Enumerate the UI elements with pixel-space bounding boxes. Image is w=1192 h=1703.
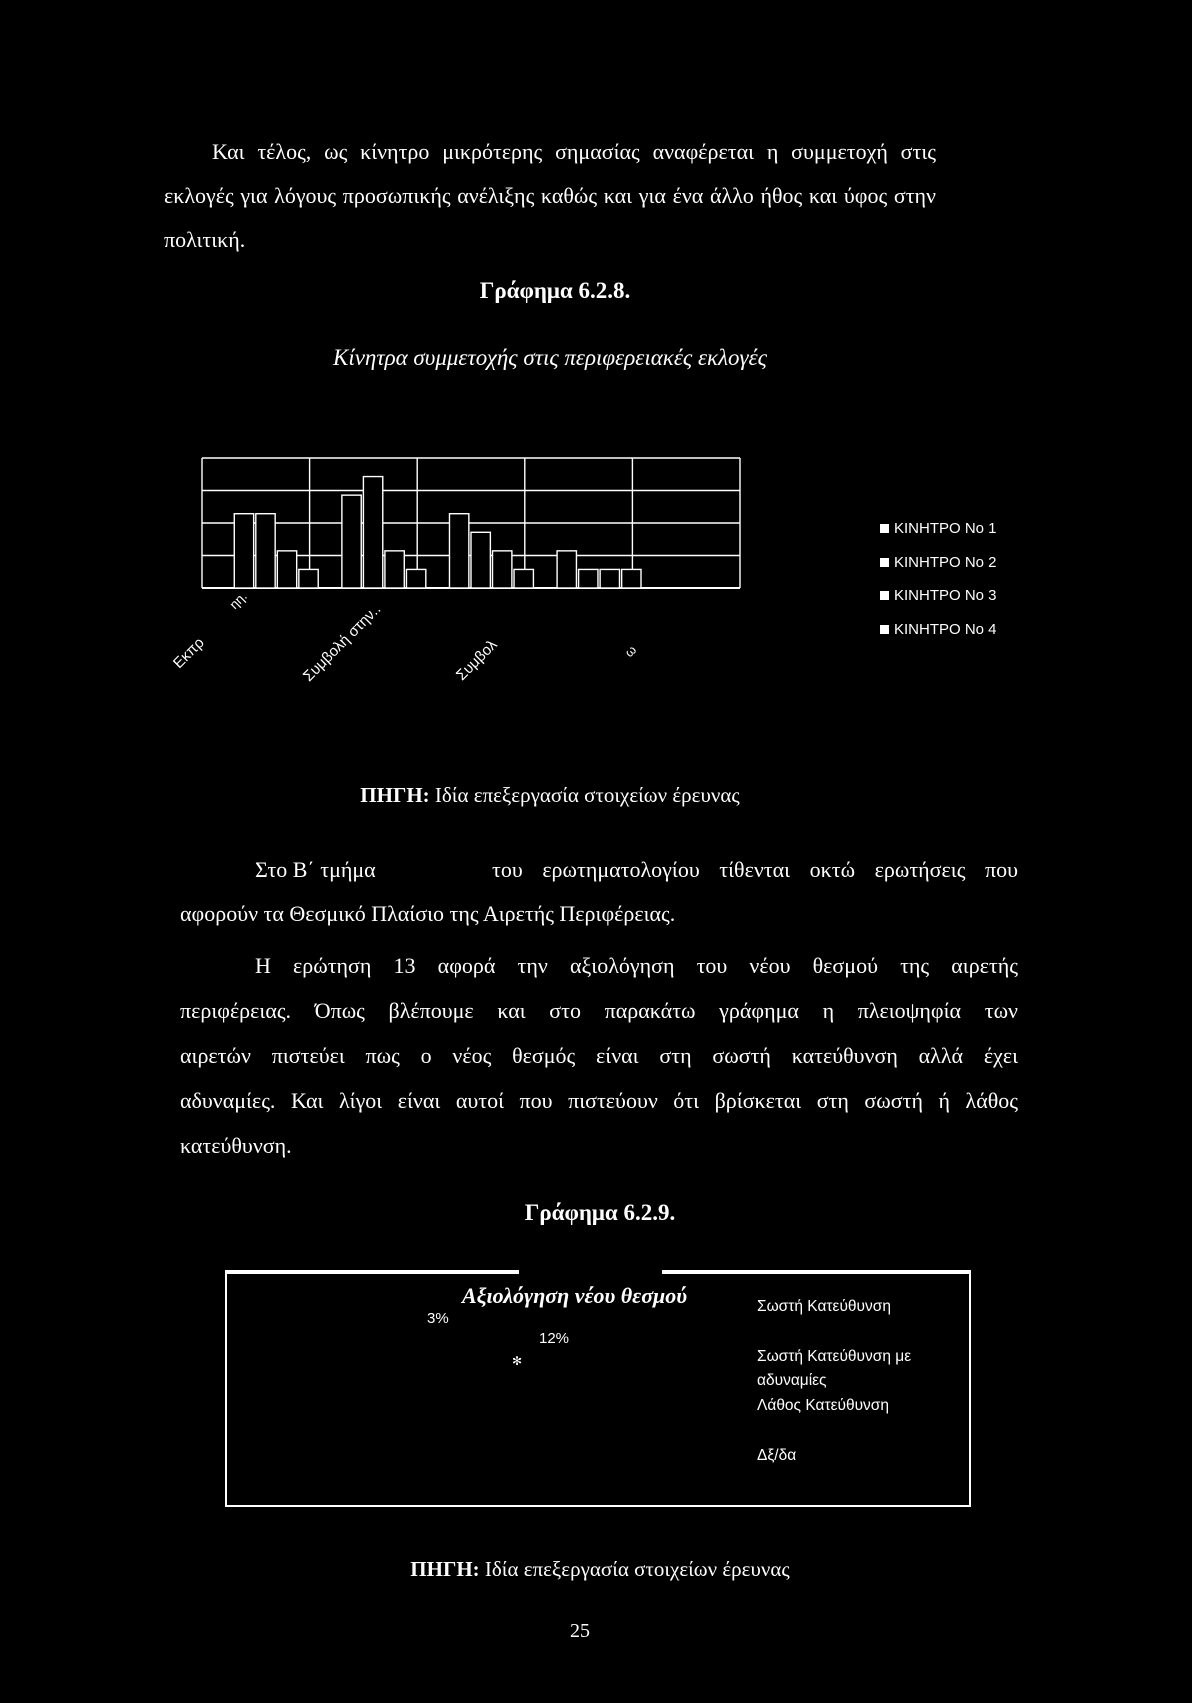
pie-data-label-2: 12% xyxy=(539,1330,570,1347)
pie-marker: ✻ xyxy=(512,1354,523,1368)
bar-2-4 xyxy=(579,569,598,588)
pie-chart-title: Αξιολόγηση νέου θεσμού xyxy=(462,1283,688,1308)
bar-3-4 xyxy=(600,569,619,588)
legend-swatch-2 xyxy=(880,558,889,567)
s2-p2-line-3: αιρετών πιστεύει πως ο νέος θεσμός είναι στη σωστή κατεύθυνση αλλά έχει xyxy=(180,1043,1018,1068)
source2-text: Ιδία επεξεργασία στοιχείων έρευνας xyxy=(479,1557,790,1581)
page-number: 25 xyxy=(570,1620,590,1642)
figure2-source xyxy=(0,1557,1192,1582)
pie-legend-item-4: Δξ/δα xyxy=(757,1447,797,1464)
pie-legend-item-2a: Σωστή Κατεύθυνση με xyxy=(757,1348,912,1365)
category-label-1: Εκπρ xyxy=(169,634,208,672)
intro-line-1: Και τέλος, ως κίνητρο μικρότερης σημασίας αναφέρεται η συμμετοχή στις xyxy=(212,139,936,164)
bar-1-2 xyxy=(342,495,361,588)
pie-legend-item-3: Λάθος Κατεύθυνση xyxy=(757,1397,889,1414)
category-label-3: Συμβολ xyxy=(452,636,501,684)
bar-chart-legend xyxy=(880,520,1080,660)
bar-4-4 xyxy=(622,569,641,588)
legend-item-1: ΚΙΝΗΤΡΟ Νο 1 xyxy=(880,520,997,537)
bar-1-4 xyxy=(557,551,576,588)
legend-item-4: ΚΙΝΗΤΡΟ Νο 4 xyxy=(880,621,997,638)
legend-swatch-4 xyxy=(880,625,889,634)
bar-2-3 xyxy=(471,532,490,588)
bar-2-2 xyxy=(363,477,382,588)
source2-label: ΠΗΓΗ: xyxy=(410,1557,480,1581)
s2-p1-line-1a: Στο Β΄ τμήμα xyxy=(255,857,376,882)
figure1-source xyxy=(0,783,1100,808)
s2-p2-line-5: κατεύθυνση. xyxy=(180,1133,292,1158)
figure1-label: Γράφημα 6.2.8. xyxy=(479,278,631,303)
bar-3-2 xyxy=(385,551,404,588)
section2-paragraph-1 xyxy=(180,848,1018,936)
motives-bar-chart xyxy=(150,410,870,710)
bar-3-3 xyxy=(493,551,512,588)
bar-1-1 xyxy=(234,514,253,588)
legend-item-2: ΚΙΝΗΤΡΟ Νο 2 xyxy=(880,554,997,571)
pie-legend-item-2b: αδυναμίες xyxy=(757,1372,827,1389)
section2-paragraph-2 xyxy=(180,944,1018,1164)
category-label-2: Συμβολή στην.. xyxy=(299,600,385,685)
bar-1-3 xyxy=(449,514,468,588)
s2-p1-line-2: αφορούν τα Θεσμικό Πλαίσιο της Αιρετής Περιφέρειας. xyxy=(180,901,676,926)
legend-swatch-3 xyxy=(880,591,889,600)
legend-swatch-1 xyxy=(880,524,889,533)
s2-p2-line-1: Η ερώτηση 13 αφορά την αξιολόγηση του νέου θεσμού της αιρετής xyxy=(255,953,1018,978)
figure1-title: Κίνητρα συμμετοχής στις περιφερειακές εκλογές xyxy=(332,345,767,370)
intro-line-3: πολιτική. xyxy=(164,227,246,252)
pie-data-label-1: 3% xyxy=(427,1310,449,1327)
legend-item-3: ΚΙΝΗΤΡΟ Νο 3 xyxy=(880,587,997,604)
source1-label: ΠΗΓΗ: xyxy=(360,783,430,807)
frame-top-right xyxy=(662,1270,969,1274)
bar-4-3 xyxy=(514,569,533,588)
bar-4-2 xyxy=(406,569,425,588)
intro-line-2: εκλογές για λόγους προσωπικής ανέλιξης καθώς και για ένα άλλο ήθος και ύφος στην xyxy=(164,183,936,208)
s2-p1-line-1b: του ερωτηματολογίου τίθενται οκτώ ερωτήσεις που xyxy=(492,857,1018,882)
frame-top-left xyxy=(227,1270,519,1274)
pie-legend-item-1: Σωστή Κατεύθυνση xyxy=(757,1298,891,1315)
figure2-label: Γράφημα 6.2.9. xyxy=(524,1200,676,1225)
bar-chart-bars xyxy=(234,477,641,588)
source1-text: Ιδία επεξεργασία στοιχείων έρευνας xyxy=(429,783,740,807)
bar-4-1 xyxy=(299,569,318,588)
s2-p2-line-4: αδυναμίες. Και λίγοι είναι αυτοί που πιστεύουν ότι βρίσκεται στη σωστή ή λάθος xyxy=(180,1088,1018,1113)
category-label-1b: ηη. xyxy=(226,588,250,612)
category-label-4: ω xyxy=(621,642,640,660)
bar-3-1 xyxy=(277,551,296,588)
bar-2-1 xyxy=(256,514,275,588)
intro-paragraph xyxy=(164,130,936,262)
s2-p2-line-2: περιφέρειας. Όπως βλέπουμε και στο παρακάτω γράφημα η πλειοψηφία των xyxy=(180,998,1018,1023)
